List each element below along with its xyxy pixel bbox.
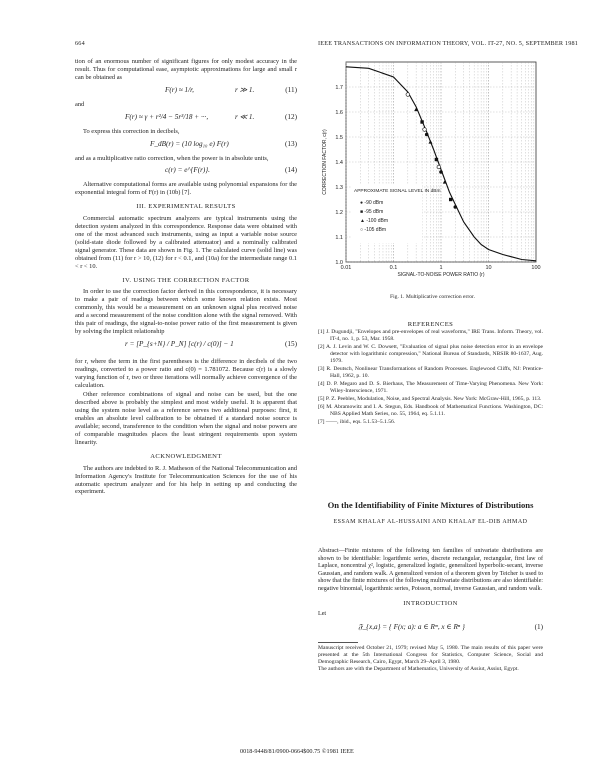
paper2-body xyxy=(318,548,543,675)
footnote-rule xyxy=(318,642,358,643)
data-point-triangle xyxy=(428,140,432,144)
page-number: 664 xyxy=(75,40,85,47)
y-tick-label: 1.2 xyxy=(335,210,343,216)
equation-15: r = [P_{s+N} / P_N] [c(r) / c(0)] − 1 (15) xyxy=(125,339,297,348)
data-point-square xyxy=(420,120,423,123)
reference-item: [4] D. P. Megaro and D. S. Bierhaus, The Measurement of Time-Varying Phenomena. New York: Wiley-Interscience, 1971. xyxy=(318,381,543,394)
left-column xyxy=(75,58,297,498)
legend-entry: ○ -105 dBm xyxy=(360,227,387,233)
acknowledgment-heading: ACKNOWLEDGMENT xyxy=(150,452,222,460)
x-tick-label: 10 xyxy=(485,265,492,271)
data-point-square xyxy=(435,158,438,161)
paper2-equation-1: 𝔉_{x,a} = { F(x; a): a ∈ Rᵐ, x ∈ Rⁿ } (1) xyxy=(358,622,543,631)
y-tick-label: 1.0 xyxy=(335,260,343,266)
reference-item: [5] P. Z. Peebles, Modulation, Noise, and Spectral Analysis. New York: McGraw-Hill, 1965, p. 113. xyxy=(318,396,542,402)
data-point-open xyxy=(423,128,427,132)
equation-11: F(r) ≈ 1/r, r ≫ 1. (11) xyxy=(165,85,297,94)
x-tick-label: 100 xyxy=(531,265,541,271)
equation-13: F_dB(r) = (10 log₁₀ e) F(r) (13) xyxy=(150,139,297,148)
equation-14: c(r) = e^{F(r)}. (14) xyxy=(165,166,297,175)
data-point-open xyxy=(437,165,441,169)
journal-header: IEEE TRANSACTIONS ON INFORMATION THEORY, VOL. IT-27, NO. 5, SEPTEMBER 1981 xyxy=(318,40,579,47)
y-axis-label: CORRECTION FACTOR, c(r) xyxy=(322,129,328,195)
paper2-title: On the Identifiability of Finite Mixtures of Distributions xyxy=(327,500,534,510)
equation-12: F(r) ≈ γ + r²/4 − 5r³/18 + ···, r ≪ 1. (12) xyxy=(125,112,297,121)
legend-entry: ■ -95 dBm xyxy=(360,209,384,215)
y-tick-label: 1.1 xyxy=(335,235,343,241)
other-paragraph: Other reference combinations of signal and noise can be used, but the one described above is probably the simplest and most widely useful. It is apparent that using the system noise level as a reference serves two additional purposes: first, it enables an absolute level calibration to be obtained if a standard noise source is available; second, transference to the condition when the signal and noise powers are of comparable magnitudes places the least stringent requirements upon system linearity. xyxy=(75,391,297,446)
paper2-header xyxy=(318,500,543,526)
experimental-paragraph: Commercial automatic spectrum analyzers are typical instruments using the detection system analyzed in this correspondence. Response data were obtained with one of the most advanced such instruments, using as input a variable noise source (solid-state diode followed by a calibrated attenuator) and a nominally calibrated signal generator. These data are shown in Fig. 1. The calculated curve (solid line) was obtained from (11) for r > 10, (12) for r < 0.1, and (10a) for the intermediate range 0.1 < r < 10. xyxy=(75,215,297,270)
section-iii-heading: III. EXPERIMENTAL RESULTS xyxy=(136,203,236,211)
y-tick-label: 1.5 xyxy=(335,135,343,141)
x-axis-label: SIGNAL-TO-NOISE POWER RATIO (r) xyxy=(397,272,485,278)
x-tick-label: 0.1 xyxy=(389,265,398,271)
data-point-open xyxy=(406,93,410,97)
x-tick-label: 1 xyxy=(439,265,443,271)
mult-text: and as a multiplicative ratio correction, when the power is in absolute units, xyxy=(75,154,269,162)
references-heading: REFERENCES xyxy=(407,321,454,328)
y-tick-label: 1.3 xyxy=(335,185,343,191)
reference-item: [2] A. J. Levin and W. C. Dowsett, "Evaluation of signal plus noise detection error in an envelope detector with logarithmic compression," National Bureau of Standards, NBSIR 80-1637, Aug. 1979. xyxy=(318,344,543,364)
legend-entry: ▲ -100 dBm xyxy=(360,218,389,224)
acknowledgment-paragraph: The authors are indebted to R. J. Matheson of the National Telecommunication and Information Agency's Institute for Telecommunication Sciences for the use of his automatic spectrum analyzer and for his help in setting up and conducting the experiment. xyxy=(75,464,297,496)
paper2-let: Let xyxy=(318,611,327,618)
reference-item: [1] J. Dugundji, "Envelopes and pre-envelopes of real waveforms," IRE Trans. Inform. Theory, vol. IT-4, no. 1, p. 53, Mar. 1958. xyxy=(318,329,543,342)
y-tick-label: 1.6 xyxy=(335,110,343,116)
data-point-circle xyxy=(425,133,429,137)
references-section xyxy=(318,315,543,427)
using-paragraph: In order to use the correction factor derived in this correspondence, it is necessary to make a pair of readings between which some known relation exists. Most commonly, this would be a measurement on an unknown signal plus received noise and a second measurement of the noise condition alone with the signal removed. With this pair of readings, the signal-to-noise power ratio of the first measurement is given by solving the implicit relationship xyxy=(75,288,297,335)
intro-paragraph: tion of an enormous number of significant figures for only modest accuracy in the result. Thus for computational ease, asymptotic approximations for large and small r can be obtained as xyxy=(75,58,297,81)
correction-factor-chart xyxy=(318,56,544,288)
data-point-square xyxy=(449,198,452,201)
data-point-circle xyxy=(439,170,443,174)
express-text: To express this correction in decibels, xyxy=(83,127,180,135)
legend-entry: ● -90 dBm xyxy=(360,200,384,206)
alt-paragraph: Alternative computational forms are available using polynomial expansions for the exponential integral form of F(r) in (10b) [7]. xyxy=(75,181,297,197)
figure-caption: Fig. 1. Multiplicative correction error. xyxy=(390,294,475,300)
and-text: and xyxy=(75,100,85,108)
reference-item: [6] M. Abramowitz and I. A. Stegun, Eds. Handbook of Mathematical Functions. Washington, DC: NBS Applied Math Series, no. 55, 1964, eq. 5.1.11. xyxy=(318,404,543,417)
paper2-abstract: Abstract—Finite mixtures of the following ten families of univariate distributions are shown to be identifiable: logarithmic series, discrete rectangular, rectangular, first law of Laplace, noncentral χ², logistic, generalized logistic, generalized hyperbolic-secant, inverse Gaussian, and random walk. A generalized version of a theorem given by Teicher is used to show that the finite mixtures of the following multivariate distributions are also identifiable: negative binomial, logarithmic series, Poisson, normal, inverse Gaussian, and random walk. xyxy=(318,548,543,592)
reference-item: [7] ——, ibid., eqs. 5.1.53–5.1.56. xyxy=(318,419,396,425)
reference-item: [3] R. Deutsch, Nonlinear Transformations of Random Processes. Englewood Cliffs, NJ: Prentice-Hall, 1962, p. 10. xyxy=(318,366,543,379)
paper2-authors: ESSAM KHALAF AL-HUSSAINI AND KHALAF EL-DIB AHMAD xyxy=(333,519,528,525)
paper2-footnote: Manuscript received October 21, 1979; revised May 5, 1980. The main results of this paper were presented at the 5th International Congress for Statistics, Computer Science, Social and Demographic Research, Cairo, Egypt, March 29–April 3, 1980. The authors are with the Department of Mathematics, University of Assiut, Assiut, Egypt. xyxy=(318,644,543,672)
data-point-circle xyxy=(453,205,457,209)
y-tick-label: 1.7 xyxy=(335,85,343,91)
legend-title: APPROXIMATE SIGNAL LEVEL IN dBm xyxy=(354,189,441,194)
paper2-intro-heading: INTRODUCTION xyxy=(403,599,458,607)
x-tick-label: 0.01 xyxy=(340,265,352,271)
y-tick-label: 1.4 xyxy=(335,160,343,166)
page-footer: 0018-9448/81/0900-0664$00.75 ©1981 IEEE xyxy=(240,748,354,755)
after-eq15-paragraph: for r, where the term in the first parentheses is the difference in decibels of the two readings, converted to a power ratio and c(0) = 1.781072. Because c(r) is a slowly varying function of r, two or three iterations will normally achieve convergence of the calculation. xyxy=(75,357,297,389)
section-iv-heading: IV. USING THE CORRECTION FACTOR xyxy=(122,276,250,284)
